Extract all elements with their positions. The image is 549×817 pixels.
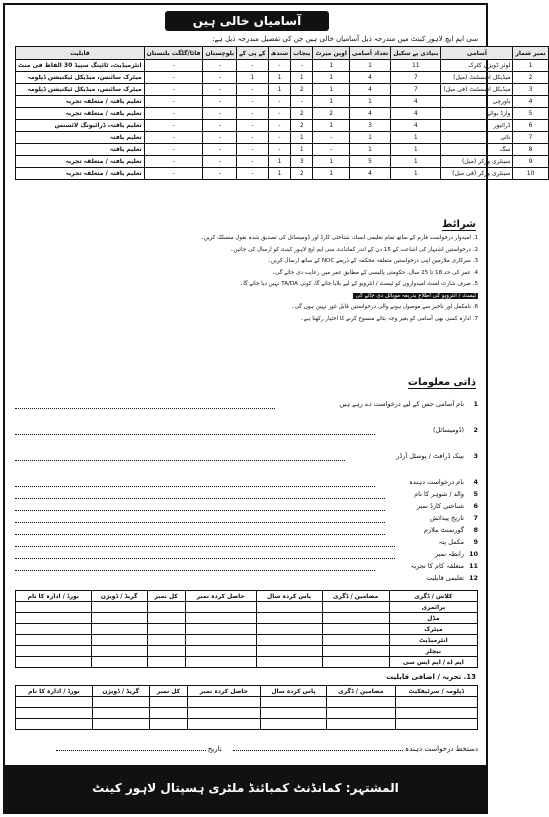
table-row [16,120,549,132]
field-label: گورنمنٹ ملازم [423,526,464,534]
advertisement-page [3,3,546,814]
cell-no: 4 [513,96,548,108]
col-open: اوپن میرٹ [313,47,349,60]
cell-post: وارڈ بوائے [441,108,513,120]
field-blank[interactable] [15,452,345,461]
cell-open: 1 [313,84,349,96]
cell-total: 4 [349,108,390,120]
table-row [16,168,549,180]
cell-bal: - [203,96,237,108]
cell-no: 6 [513,120,548,132]
experience-label: 13. تجربہ / اضافی قابلیت [386,673,476,681]
cell-open: 1 [313,168,349,180]
edu-col: پاس کردہ سال [256,591,322,602]
cell-qual: میٹرک سائنس، میڈیکل ٹیکنیشن ڈپلومہ [16,84,145,96]
condition-item: 1. امیدوار درخواست فارم کے ساتھ تمام تعلیمی اسناد، شناختی کارڈ اور ڈومیسائل کی تصدیق شدہ نقول منسلک کریں۔ [200,235,478,241]
cell-bps: 4 [391,120,441,132]
col-kpk: کے پی کے [237,47,269,60]
edu-col: گریڈ / ڈویژن [91,591,147,602]
field-label: مکمل پتہ [438,538,464,546]
cell-total: 1 [349,132,390,144]
field-row [15,478,478,489]
cell-punjab: 1 [291,144,313,156]
cell-total: 4 [349,72,390,84]
field-blank[interactable] [15,490,385,499]
edu-cell[interactable] [185,624,256,635]
edu-cell[interactable] [256,646,322,657]
cell-sindh: - [268,108,290,120]
field-number: 10 [468,550,478,558]
field-row [15,526,478,537]
signature-label: دستخط درخواست دہندہ [405,745,478,753]
edu-col: بورڈ / ادارہ کا نام [16,591,92,602]
field-row [15,452,478,463]
col-sindh: سندھ [268,47,290,60]
edu-cell[interactable] [91,635,147,646]
personal-info-form [15,400,478,615]
condition-item: 6. نامکمل اور تاخیر سے موصول ہونے والی درخواستیں قابل غور نہیں ہوں گی۔ [291,304,478,310]
cell-punjab: - [291,60,313,72]
cell-sindh: 1 [268,168,290,180]
cell-fata: - [144,168,203,180]
cell-sindh: 1 [268,156,290,168]
edu-cell[interactable] [16,602,92,613]
edu-cell[interactable] [185,613,256,624]
cell-fata: - [144,108,203,120]
field-blank[interactable] [15,538,395,547]
field-number: 12 [468,574,478,582]
col-bps: بنیادی پے سکیل [391,47,441,60]
edu-cell[interactable] [16,646,92,657]
cell-total: 5 [349,156,390,168]
edu-cell[interactable] [16,635,92,646]
edu-cell[interactable] [147,624,185,635]
cell-post: میڈیکل اسسٹنٹ (میل) [441,72,513,84]
vacancy-table [15,46,549,180]
cell-no: 5 [513,108,548,120]
cell-punjab: 1 [291,72,313,84]
edu-col: مضامین / ڈگری [322,591,389,602]
exp-col: پاس کردہ سال [260,686,327,697]
experience-table [15,685,478,730]
cell-kpk: 1 [237,72,269,84]
cell-post: باورچی [441,96,513,108]
edu-cell[interactable] [91,657,147,668]
cell-fata: - [144,84,203,96]
col-no: نمبر شمار [513,47,548,60]
field-label: بینک ڈرافٹ / پوسٹل آرڈر [396,452,464,460]
cell-qual: تعلیم یافتہ / متعلقہ تجربہ [16,96,145,108]
cell-total: 1 [349,96,390,108]
cell-bal: - [203,144,237,156]
cell-open: 1 [313,156,349,168]
cell-post: لوئر ڈویژن کلرک [441,60,513,72]
exp-col: حاصل کردہ نمبر [188,686,260,697]
cell-bal: - [203,120,237,132]
cell-post: ڈرائیور [441,120,513,132]
edu-cell[interactable] [256,657,322,668]
cell-bps: 7 [391,72,441,84]
col-fata: فاٹا/گلگت بلتستان [144,47,203,60]
cell-total: 4 [349,84,390,96]
cell-punjab: 1 [291,132,313,144]
education-table [15,590,478,668]
table-row [16,132,549,144]
cell-post: میڈیکل اسسٹنٹ (فی میل) [441,84,513,96]
cell-kpk: - [237,108,269,120]
education-table-header [16,591,478,602]
cell-fata: - [144,60,203,72]
cell-fata: - [144,132,203,144]
edu-cell[interactable] [322,624,389,635]
field-row [15,400,478,411]
cell-open: - [313,132,349,144]
exp-col: ڈپلومہ / سرٹیفکیٹ [395,686,477,697]
col-qual: قابلیت [16,47,145,60]
field-label: والد / شوہر کا نام [414,490,464,498]
edu-level: انٹرمیڈیٹ [389,635,477,646]
table-row [16,613,478,624]
edu-cell[interactable] [322,613,389,624]
condition-item [15,291,478,303]
cell-qual: میٹرک سائنس، میڈیکل ٹیکنیشن ڈپلومہ [16,72,145,84]
table-row [16,697,478,708]
cell-fata: - [144,156,203,168]
cell-sindh: - [268,120,290,132]
edu-level: مڈل [389,613,477,624]
cell-total: 1 [349,60,390,72]
cell-bal: - [203,60,237,72]
table-row [16,708,478,719]
col-post: آسامی [441,47,513,60]
cell-no: 9 [513,156,548,168]
cell-sindh: - [268,60,290,72]
cell-kpk: - [237,96,269,108]
cell-open: 1 [313,96,349,108]
field-row [15,490,478,501]
cell-no: 10 [513,168,548,180]
cell-sindh: - [268,132,290,144]
cell-bps: 7 [391,84,441,96]
col-total: تعداد آسامی [349,47,390,60]
exp-col: مضامین / ڈگری [327,686,395,697]
field-number: 6 [473,502,478,510]
field-label: (ڈومیسائل) [432,426,464,434]
table-row [16,602,478,613]
edu-cell[interactable] [185,635,256,646]
exp-col: گریڈ / ڈویژن [92,686,149,697]
cell-post: سینٹری ورکر (میل) [441,156,513,168]
cell-bps: 4 [391,96,441,108]
field-label: نام درخواست دہندہ [409,478,464,486]
field-row [15,502,478,513]
condition-item: 4. عمر کی حد 18 تا 25 سال، حکومتی پالیسی کے مطابق عمر میں رعایت دی جائے گی۔ [271,269,478,276]
cell-bps: 11 [391,60,441,72]
field-number: 8 [473,526,478,534]
field-label: تعلیمی قابلیت [426,574,464,582]
cell-open: 1 [313,72,349,84]
field-blank[interactable] [15,502,385,511]
cell-kpk: - [237,132,269,144]
field-label: شناختی کارڈ نمبر [416,502,464,510]
table-row [16,60,549,72]
field-number: 7 [473,514,478,522]
cell-bps: 4 [391,108,441,120]
cell-qual: تعلیم یافتہ [16,144,145,156]
edu-cell[interactable] [147,646,185,657]
cell-fata: - [144,96,203,108]
edu-cell[interactable] [16,657,92,668]
edu-cell[interactable] [322,602,389,613]
cell-total: 3 [349,120,390,132]
table-row [16,624,478,635]
signature-blank[interactable] [233,750,403,751]
edu-level: بیچلر [389,646,477,657]
intro-text: سی ایم ایچ لاہور کینٹ میں مندرجہ ذیل آسامیاں خالی ہیں جن کی تفصیل مندرجہ ذیل ہے: [212,35,478,43]
cell-punjab: 3 [291,156,313,168]
field-label: متعلقہ کام کا تجربہ [410,562,464,570]
cell-qual: انٹرمیڈیٹ، ٹائپنگ سپیڈ 30 الفاظ فی منٹ [16,60,145,72]
cell-qual: تعلیم یافتہ / متعلقہ تجربہ [16,108,145,120]
cell-qual: تعلیم یافتہ / متعلقہ تجربہ [16,168,145,180]
experience-table-header [16,686,478,697]
cell-total: 4 [349,168,390,180]
field-number: 4 [473,478,478,486]
edu-level: پرائمری [389,602,477,613]
cell-bal: - [203,132,237,144]
edu-cell[interactable] [256,602,322,613]
field-blank[interactable] [15,562,375,571]
cell-kpk: - [237,60,269,72]
cell-bal: - [203,72,237,84]
field-number: 9 [473,538,478,546]
edu-cell[interactable] [91,602,147,613]
cell-kpk: - [237,84,269,96]
edu-cell[interactable] [147,657,185,668]
table-row [16,657,478,668]
field-number: 2 [473,426,478,434]
field-blank[interactable] [15,550,395,559]
field-row [15,514,478,525]
edu-cell[interactable] [322,635,389,646]
cell-qual: تعلیم یافتہ / متعلقہ تجربہ [16,156,145,168]
cell-punjab: 2 [291,120,313,132]
field-row [15,538,478,549]
exp-col: کل نمبر [149,686,188,697]
edu-cell[interactable] [185,602,256,613]
cell-sindh: 1 [268,72,290,84]
cell-kpk: - [237,168,269,180]
cell-no: 3 [513,84,548,96]
edu-cell[interactable] [16,624,92,635]
condition-item: 2. درخواستیں اشتہار کی اشاعت کے 15 دن کے اندر کمانڈنٹ سی ایم ایچ لاہور کینٹ کو ارسال کی جائیں۔ [230,246,478,253]
field-blank[interactable] [15,426,375,435]
cell-open: 1 [313,120,349,132]
cell-no: 8 [513,144,548,156]
field-label: تاریخ پیدائش [429,514,464,522]
table-row [16,156,549,168]
table-row [16,72,549,84]
field-row [15,574,478,585]
edu-cell[interactable] [256,635,322,646]
cell-fata: - [144,120,203,132]
condition-item: 7. ادارہ کسی بھی آسامی کو بغیر وجہ بتائے منسوخ کرنے کا اختیار رکھتا ہے۔ [300,315,478,322]
field-blank[interactable] [15,526,385,535]
signature-line [15,745,478,753]
cell-fata: - [144,144,203,156]
condition-item: 5. صرف شارٹ لسٹ امیدواروں کو ٹیسٹ / انٹرویو کے لیے بلایا جائے گا، کوئی TA/DA نہیں دیا جائے گا۔ [239,281,478,287]
cell-open: 1 [313,60,349,72]
col-punjab: پنجاب [291,47,313,60]
cell-punjab: 2 [291,168,313,180]
edu-col: کل نمبر [147,591,185,602]
conditions-heading: شرائط [442,219,476,230]
cell-sindh: - [268,144,290,156]
edu-cell[interactable] [256,613,322,624]
personal-info-heading: ذاتی معلومات [407,377,476,388]
edu-cell[interactable] [147,613,185,624]
cell-punjab: 2 [291,84,313,96]
cell-bal: - [203,156,237,168]
cell-qual: تعلیم یافتہ، ڈرائیونگ لائسنس [16,120,145,132]
edu-cell[interactable] [147,635,185,646]
condition-highlight: ٹیسٹ / انٹرویو کی اطلاع بذریعہ موبائل دی جائے گی [355,292,476,299]
cell-qual: تعلیم یافتہ [16,132,145,144]
cell-punjab: - [291,96,313,108]
field-number: 1 [473,400,478,408]
field-blank[interactable] [15,400,275,409]
cell-kpk: - [237,144,269,156]
cell-bps: 1 [391,156,441,168]
field-number: 11 [468,562,478,570]
date-blank[interactable] [56,750,206,751]
cell-bal: - [203,84,237,96]
cell-no: 1 [513,60,548,72]
cell-kpk: - [237,156,269,168]
vacancy-table-header [16,47,549,60]
page-title: آسامیاں خالی ہیں [165,11,329,31]
edu-cell[interactable] [91,613,147,624]
cell-post: سینٹری ورکر (فی میل) [441,168,513,180]
edu-level: میٹرک [389,624,477,635]
cell-fata: - [144,72,203,84]
field-blank[interactable] [15,514,385,523]
cell-post: نائی [441,132,513,144]
field-label: نام آسامی جس کے لیے درخواست دے رہے ہیں [339,400,464,408]
field-row [15,562,478,573]
cell-post: سگ [441,144,513,156]
field-number: 3 [473,452,478,460]
cell-bps: 1 [391,132,441,144]
field-row [15,550,478,561]
conditions-list [15,233,478,325]
edu-cell[interactable] [185,646,256,657]
field-row [15,426,478,437]
condition-item: 3. سرکاری ملازمین اپنی درخواستیں متعلقہ محکمہ کے ذریعے NOC کے ساتھ ارسال کریں۔ [267,258,478,264]
date-label: تاریخ [207,745,222,753]
edu-level: ایم اے / ایم ایس سی [389,657,477,668]
table-row [16,84,549,96]
edu-col: کلاس / ڈگری [389,591,477,602]
edu-cell[interactable] [256,624,322,635]
edu-cell[interactable] [91,646,147,657]
cell-no: 2 [513,72,548,84]
cell-total: 1 [349,144,390,156]
cell-bal: - [203,108,237,120]
cell-bps: 1 [391,144,441,156]
edu-cell[interactable] [91,624,147,635]
advertiser-footer: المشتہر: کمانڈنٹ کمبائنڈ ملٹری ہسپتال لاہور کینٹ [5,765,486,812]
cell-bps: 1 [391,168,441,180]
cell-open: - [313,144,349,156]
table-row [16,635,478,646]
cell-no: 7 [513,132,548,144]
field-number: 5 [473,490,478,498]
field-label: رابطہ نمبر [434,550,464,558]
field-blank[interactable] [15,478,375,487]
cell-bal: - [203,168,237,180]
edu-cell[interactable] [322,646,389,657]
table-row [16,108,549,120]
table-row [16,96,549,108]
exp-col: بورڈ / ادارہ کا نام [16,686,93,697]
cell-punjab: 2 [291,108,313,120]
col-bal: بلوچستان [203,47,237,60]
edu-cell[interactable] [16,613,92,624]
edu-cell[interactable] [147,602,185,613]
edu-cell[interactable] [322,657,389,668]
table-row [16,719,478,730]
table-row [16,144,549,156]
cell-kpk: - [237,120,269,132]
cell-open: 2 [313,108,349,120]
edu-col: حاصل کردہ نمبر [185,591,256,602]
table-row [16,646,478,657]
cell-sindh: 1 [268,84,290,96]
edu-cell[interactable] [185,657,256,668]
cell-sindh: - [268,96,290,108]
